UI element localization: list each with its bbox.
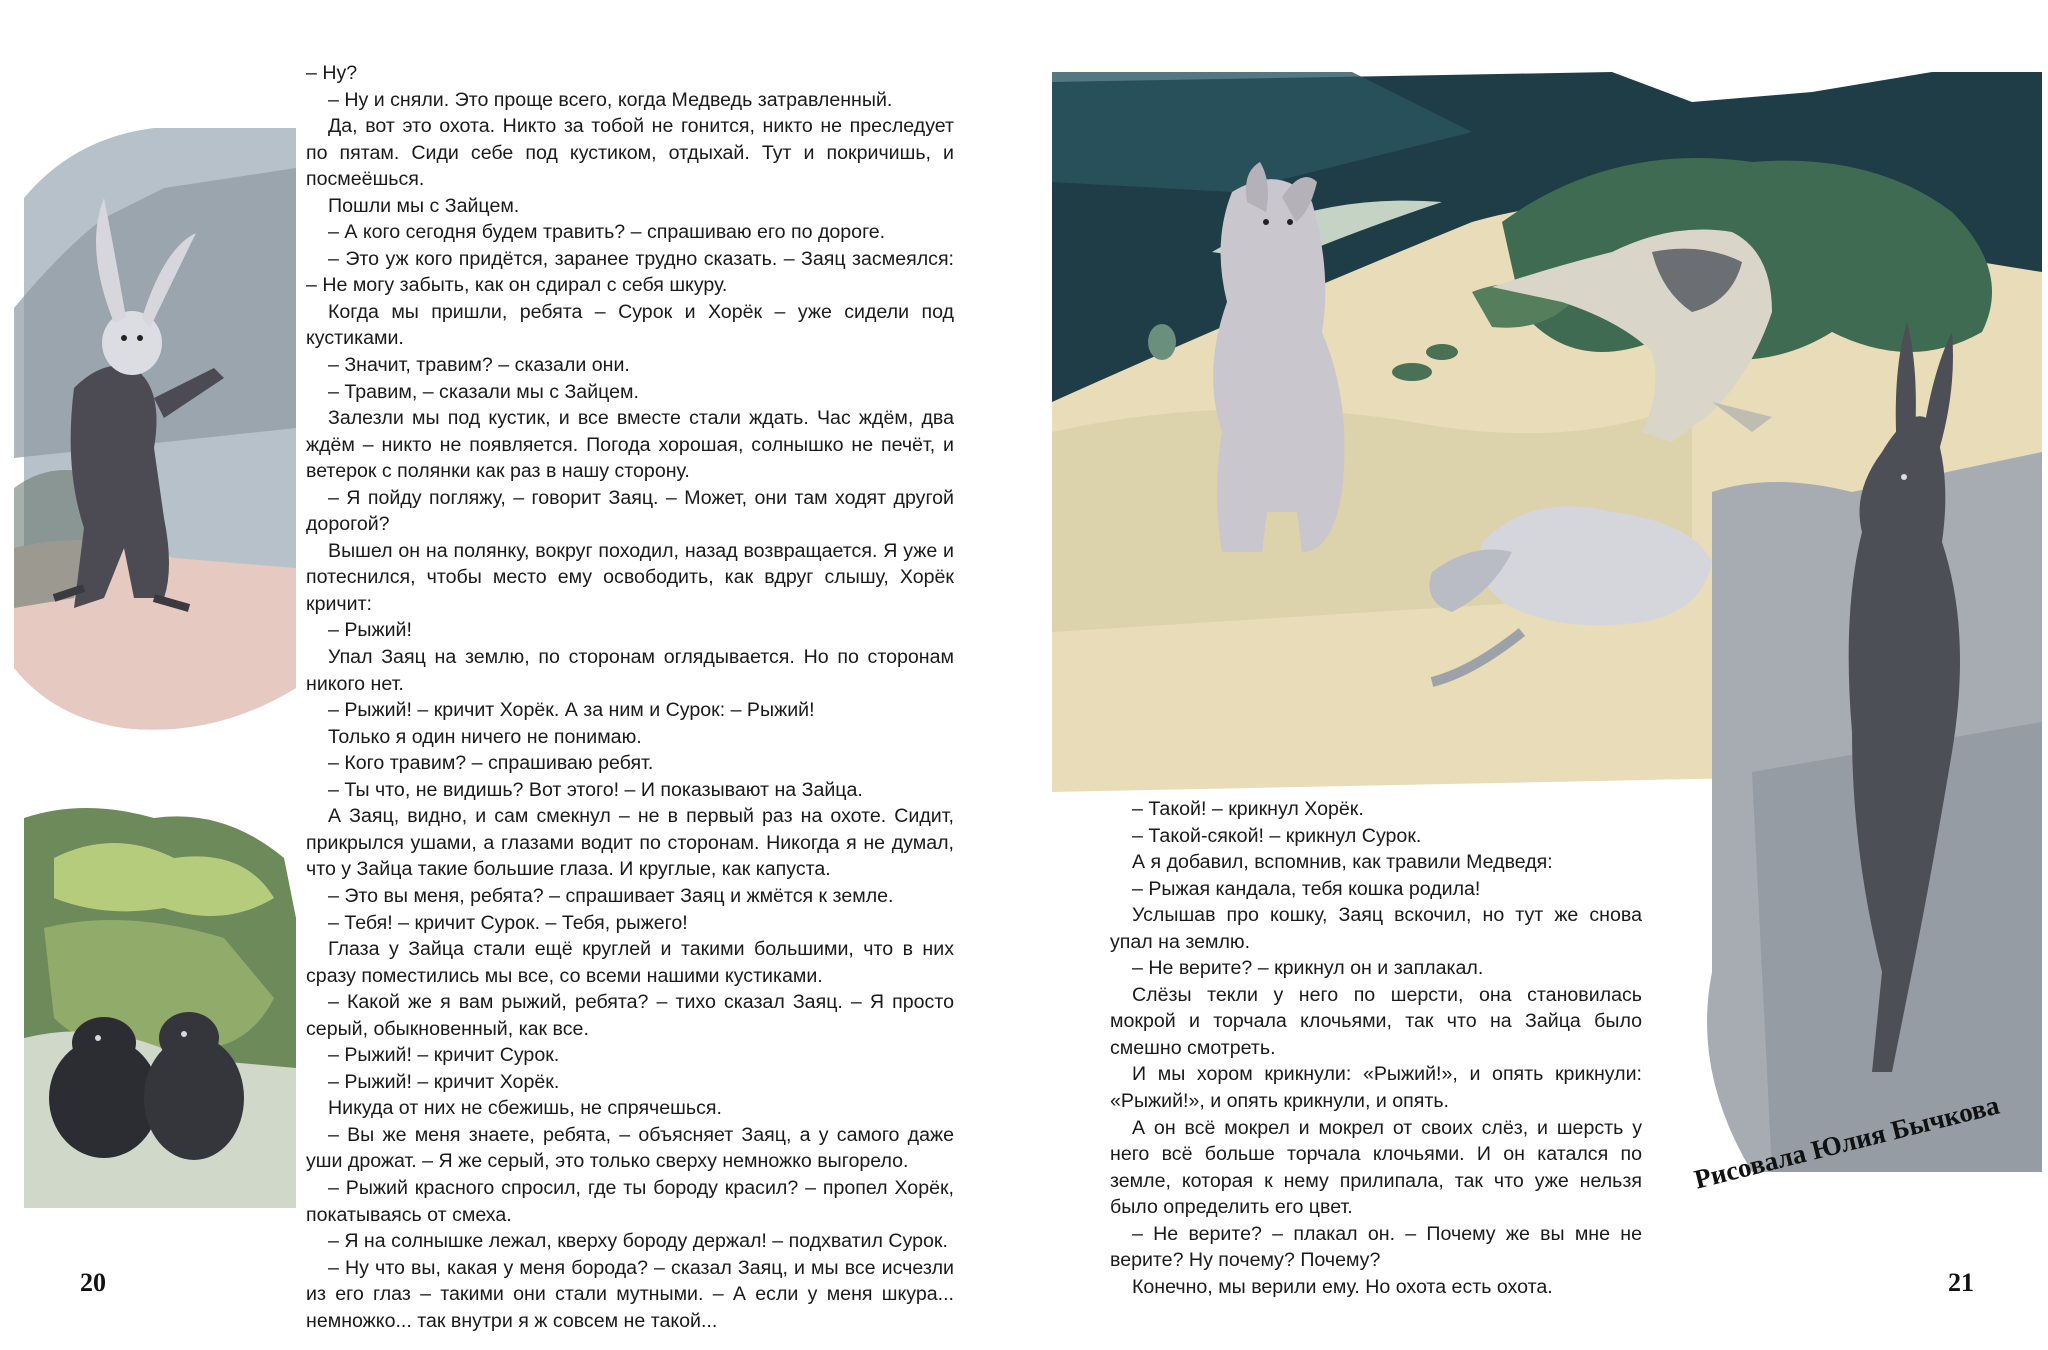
paragraph: – А кого сегодня будем травить? – спрашиваю его по дороге. [328, 221, 886, 244]
paragraph: – Ну что вы, какая у меня борода? – сказал Заяц, и мы все исчезли из его глаз – такими они стали мутными. – А если у меня шкура... немножко... так внутри я ж совсем не такой... [306, 1256, 954, 1332]
paragraph: – Рыжий! – кричит Хорёк. [328, 1070, 560, 1093]
paragraph: – Ну? [306, 62, 358, 84]
hare-on-hind-legs-painting [14, 128, 296, 750]
paragraph: – Вы же меня знаете, ребята, – объясняет Заяц, а у самого даже уши дрожат. – Я же серый, это только сверху немножко выгорело. [306, 1123, 954, 1173]
paragraph: – Это вы меня, ребята? – спрашивает Заяц и жмётся к земле. [328, 884, 894, 907]
paragraph: Никуда от них не сбежишь, не спрячешься. [328, 1097, 722, 1120]
paragraph: – Значит, травим? – сказали они. [328, 354, 630, 377]
paragraph: – Рыжий красного спросил, где ты бороду красил? – пропел Хорёк, покатываясь от смеха. [306, 1176, 954, 1226]
paragraph: – Рыжая кандала, тебя кошка родила! [1132, 877, 1481, 900]
paragraph: – Рыжий! – кричит Сурок. [328, 1044, 560, 1067]
paragraph: – Рыжий! [328, 619, 412, 642]
animals-illustration-left [24, 798, 296, 1218]
paragraph: Конечно, мы верили ему. Но охота есть охота. [1132, 1275, 1553, 1298]
illustrator-credit: Рисовала Юлия Бычкова [1691, 1089, 2003, 1195]
paragraph: Когда мы пришли, ребята – Сурок и Хорёк – уже сидели под кустиками. [306, 300, 954, 350]
paragraph: – Ты что, не видишь? Вот этого! – И показывают на Зайца. [328, 778, 863, 801]
page-number-left: 20 [80, 1268, 106, 1297]
paragraph: – Какой же я вам рыжий, ребята? – тихо сказал Заяц. – Я просто серый, обыкновенный, как все. [306, 991, 954, 1040]
paragraph: – Кого травим? – спрашиваю ребят. [328, 752, 654, 775]
hare-illustration-left [14, 128, 296, 750]
paragraph: – Тебя! – кричит Сурок. – Тебя, рыжего! [328, 911, 688, 934]
paragraph: – Такой-сякой! – крикнул Сурок. [1132, 824, 1422, 847]
right-page-text [1110, 796, 1642, 1300]
paragraph: – Я на солнышке лежал, кверху бороду держал! – подхватил Сурок. [328, 1230, 948, 1253]
paragraph: Да, вот это охота. Никто за тобой не гонится, никто не преследует по пятам. Сиди себе под кустиком, отдыхай. Тут и покричишь, и посмеёшься. [306, 115, 954, 191]
paragraph: Упал Заяц на землю, по сторонам оглядывается. Но по сторонам никого нет. [306, 646, 954, 695]
paragraph: – Травим, – сказали мы с Зайцем. [328, 380, 639, 403]
paragraph: Вышел он на полянку, вокруг походил, назад возвращается. Я уже и потеснился, чтобы место ему освободить, как вдруг слышу, Хорёк кричит: [306, 539, 954, 615]
paragraph: – Такой! – крикнул Хорёк. [1132, 798, 1364, 820]
two-dark-animals-painting [24, 798, 296, 1218]
paragraph: Залезли мы под кустик, и все вместе стали ждать. Час ждём, два ждём – никто не появляется. Погода хорошая, солнышко не печёт, и ветерок с полянки как раз в нашу сторону. [306, 407, 954, 483]
paragraph: – Ну и сняли. Это проще всего, когда Медведь затравленный. [328, 88, 893, 111]
paragraph: И мы хором крикнули: «Рыжий!», и опять крикнули: «Рыжий!», и опять крикнули, и опять. [1110, 1063, 1642, 1113]
paragraph: А я добавил, вспомнив, как травили Медведя: [1132, 851, 1553, 874]
paragraph: Глаза у Зайца стали ещё круглей и такими большими, что в них сразу поместились мы все, со всеми нашими кустиками. [306, 938, 954, 987]
paragraph: Только я один ничего не понимаю. [328, 725, 642, 748]
paragraph: – Не верите? – плакал он. – Почему же вы мне не верите? Ну почему? Почему? [1110, 1222, 1642, 1272]
paragraph: – Рыжий! – кричит Хорёк. А за ним и Сурок: – Рыжий! [328, 699, 815, 722]
paragraph: А он всё мокрел и мокрел от своих слёз, и шерсть у него всё больше торчала клочьями. И он катался по земле, которая к нему прилипала, так что уже нельзя было определить его цвет. [1110, 1116, 1642, 1219]
paragraph: Слёзы текли у него по шерсти, она становилась мокрой и торчала клочьями, так что на Зайца было смешно смотреть. [1110, 983, 1642, 1059]
paragraph: Пошли мы с Зайцем. [328, 194, 520, 217]
left-page-text [306, 60, 954, 1334]
page-number-right: 21 [1948, 1268, 1974, 1297]
paragraph: – Не верите? – крикнул он и заплакал. [1132, 957, 1484, 980]
paragraph: – Это уж кого придётся, заранее трудно сказать. – Заяц засмеялся: – Не могу забыть, как он сдирал с себя шкуру. [306, 247, 954, 297]
paragraph: Услышав про кошку, Заяц вскочил, но тут же снова упал на землю. [1110, 904, 1642, 953]
paragraph: А Заяц, видно, и сам смекнул – не в первый раз на охоте. Сидит, прикрылся ушами, а глазами водит по сторонам. Никогда я не думал, что у Зайца такие большие глаза. И круглые, как капуста. [306, 805, 954, 881]
paragraph: – Я пойду погляжу, – говорит Заяц. – Может, они там ходят другой дорогой? [306, 486, 954, 536]
